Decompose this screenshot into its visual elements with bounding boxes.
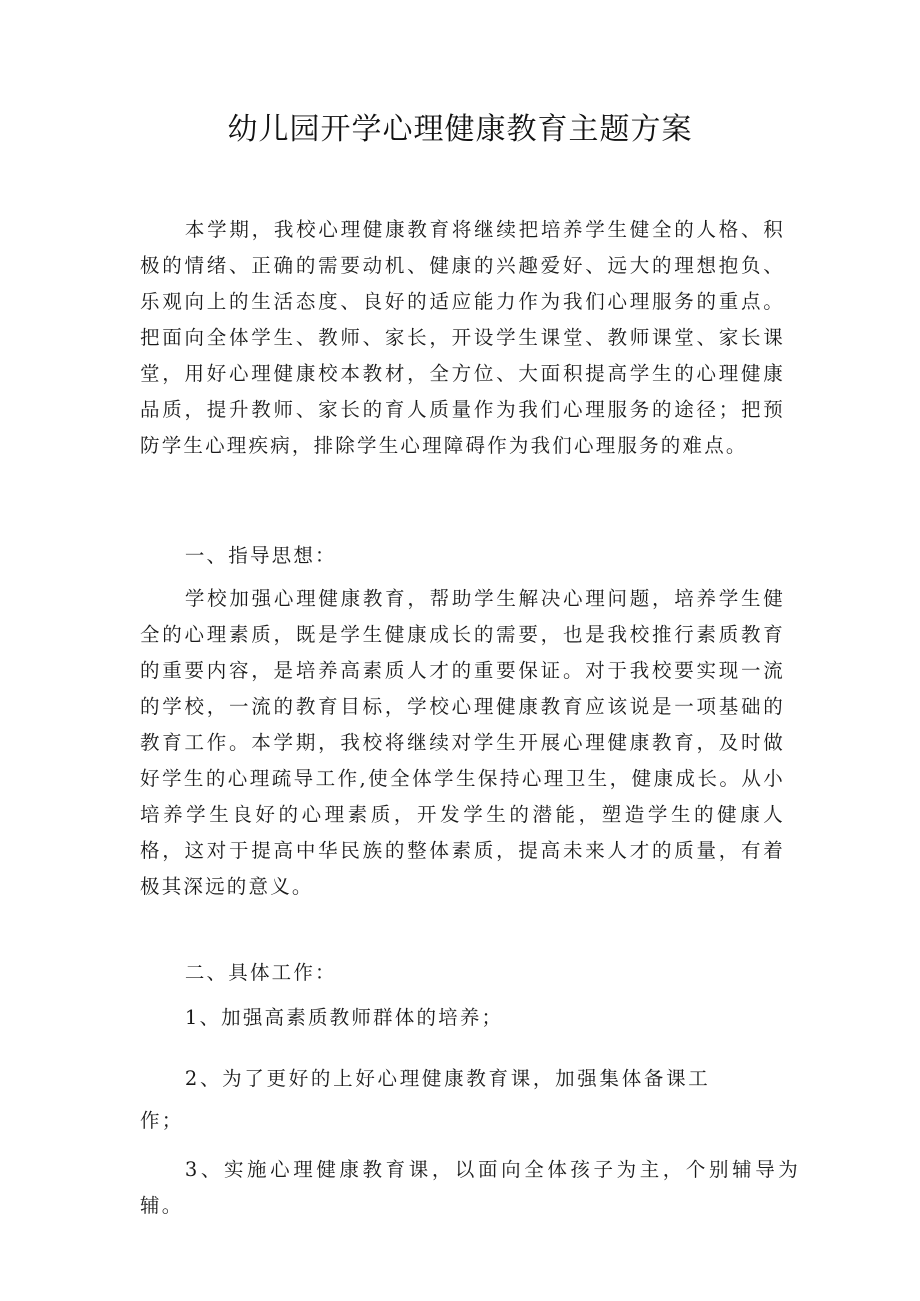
work-item-3: 3、实施心理健康教育课，以面向全体孩子为主，个别辅导为辅。 (140, 1158, 800, 1217)
work-item-2: 2、为了更好的上好心理健康教育课，加强集体备课工作； (140, 1067, 710, 1132)
section-heading-specific-work: 二、具体工作： (184, 961, 337, 984)
guiding-ideology-paragraph: 学校加强心理健康教育，帮助学生解决心理问题，培养学生健全的心理素质，既是学生健康成长的需要，也是我校推行素质教育的重要内容，是培养高素质人才的重要保证。对于我校要实现一流的学校，一流的教育目标，学校心理健康教育应该说是一项基础的教育工作。本学期，我校将继续对学生开展心理健康教育，及时做好学生的心理疏导工作,使全体学生保持心理卫生，健康成长。从小培养学生良好的心理素质，开发学生的潜能，塑造学生的健康人格，这对于提高中华民族的整体素质，提高未来人才的质量，有着极其深远的意义。 (140, 587, 785, 898)
intro-paragraph: 本学期，我校心理健康教育将继续把培养学生健全的人格、积极的情绪、正确的需要动机、健康的兴趣爱好、远大的理想抱负、乐观向上的生活态度、良好的适应能力作为我们心理服务的重点。把面向全体学生、教师、家长，开设学生课堂、教师课堂、家长课堂，用好心理健康校本教材，全方位、大面积提高学生的心理健康品质，提升教师、家长的育人质量作为我们心理服务的途径；把预防学生心理疾病，排除学生心理障碍作为我们心理服务的难点。 (140, 218, 785, 457)
document-title: 幼儿园开学心理健康教育主题方案 (227, 112, 693, 147)
work-item-1: 1、加强高素质教师群体的培养； (184, 1006, 504, 1029)
section-heading-guiding-ideology: 一、指导思想： (184, 544, 337, 567)
